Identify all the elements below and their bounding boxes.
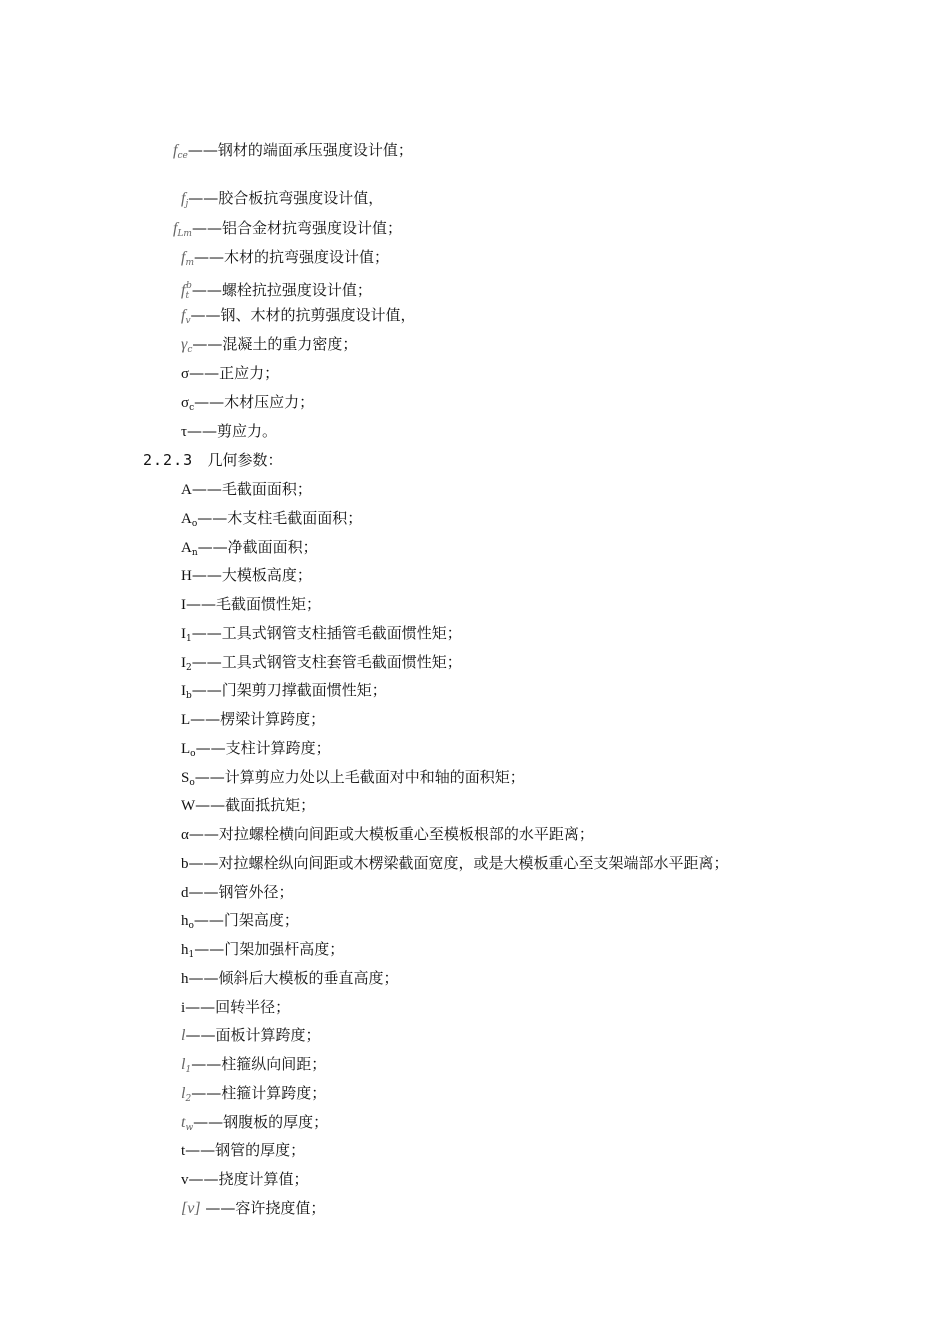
- symbol: τ: [181, 424, 188, 440]
- symbol-definition: [181, 997, 290, 1018]
- definition-text: ——柱箍纵向间距；: [191, 1055, 327, 1073]
- symbol: t: [181, 1113, 186, 1131]
- symbol: h: [181, 913, 189, 930]
- definition-text: ——挠度计算值；: [188, 1170, 309, 1188]
- symbol-definition: [181, 738, 331, 764]
- symbol-subscript: 2: [186, 662, 192, 673]
- definition-text: ——剪应力。: [187, 422, 278, 440]
- definition-text: ——胶合板抗弯强度设计值，: [188, 189, 384, 207]
- symbol-subscript: o: [189, 777, 195, 788]
- definition-text: ——钢管的厚度；: [185, 1141, 306, 1160]
- symbol-subscript: c: [189, 403, 195, 413]
- symbol-definition: [173, 218, 402, 244]
- symbol-subscript: Lm: [177, 229, 192, 239]
- definition-text: ——工具式钢管支柱套管毛截面惯性矩；: [191, 652, 462, 671]
- definition-text: ——门架高度；: [193, 911, 299, 930]
- symbol: d: [181, 884, 189, 901]
- symbol: L: [181, 740, 191, 757]
- symbol-definition: [173, 140, 413, 166]
- symbol: h: [181, 942, 189, 958]
- symbol-definition: [181, 968, 399, 989]
- symbol-definition: [181, 188, 383, 214]
- symbol-subscript: c: [187, 345, 193, 355]
- definition-text: ——对拉螺栓纵向间距或木楞梁截面宽度，或是大模板重心至支架端部水平距离；: [188, 853, 729, 872]
- symbol-definition: [181, 910, 299, 936]
- symbol-definition: [181, 392, 314, 418]
- symbol: l: [181, 1084, 186, 1102]
- symbol-subscript: b: [186, 691, 192, 702]
- symbol: l: [181, 1056, 186, 1073]
- symbol-subscript: t: [185, 291, 190, 301]
- definition-text: ——木材压应力；: [194, 393, 315, 411]
- symbol: b: [181, 855, 189, 872]
- definition-text: ——大模板高度；: [191, 566, 312, 585]
- symbol: I: [181, 654, 186, 671]
- symbol: γ: [181, 336, 188, 353]
- symbol-subscript: o: [191, 518, 198, 529]
- symbol-definition: [181, 1198, 325, 1219]
- symbol: A: [181, 539, 192, 556]
- symbol: I: [181, 597, 186, 613]
- definition-text: ——铝合金材抗弯强度设计值；: [191, 219, 402, 237]
- symbol: f: [173, 220, 178, 237]
- definition-text: ——工具式钢管支柱插管毛截面惯性矩；: [191, 623, 462, 642]
- definition-text: ——柱箍计算跨度；: [191, 1083, 327, 1102]
- definition-text: ——木支柱毛截面面积；: [197, 508, 363, 527]
- definition-text: ——倾斜后大模板的垂直高度；: [188, 968, 399, 987]
- symbol-definition: [181, 824, 594, 845]
- symbol-subscript: 1: [185, 1065, 192, 1075]
- definition-text: ——正应力；: [189, 364, 280, 382]
- symbol: f: [181, 249, 186, 266]
- symbol: f: [181, 307, 186, 324]
- symbol-definition: [181, 305, 416, 331]
- symbol: f: [173, 142, 178, 159]
- symbol-definition: [181, 652, 462, 678]
- symbol-definition: [181, 537, 318, 563]
- symbol-subscript: n: [191, 547, 198, 558]
- symbol: A: [181, 510, 192, 527]
- symbol-subscript: 1: [186, 633, 192, 644]
- definition-text: ——回转半径；: [185, 997, 291, 1016]
- symbol: [v]: [181, 1199, 201, 1217]
- definition-text: ——毛截面面积；: [191, 480, 312, 498]
- symbol-definition: [181, 1112, 328, 1138]
- symbol-definition: [181, 1025, 320, 1046]
- symbol: H: [181, 568, 192, 585]
- definition-text: ——计算剪应力处以上毛截面对中和轴的面积矩；: [194, 767, 525, 786]
- definition-text: ——钢腹板的厚度；: [193, 1112, 329, 1131]
- symbol-definition: [181, 939, 344, 965]
- symbol-definition: [181, 1054, 326, 1080]
- symbol-subscript: o: [188, 921, 194, 932]
- symbol: i: [181, 999, 186, 1016]
- symbol: L: [181, 712, 191, 728]
- symbol-subscript: 2: [185, 1093, 192, 1104]
- definition-text: ——钢、木材的抗剪强度设计值，: [190, 306, 416, 324]
- definition-text: ——支柱计算跨度；: [195, 738, 331, 757]
- definition-text: ——混凝土的重力密度；: [192, 335, 358, 353]
- symbol-subscript: w: [185, 1122, 194, 1133]
- symbol-subscript: v: [185, 316, 191, 326]
- symbol: A: [181, 482, 192, 498]
- symbol-definition: [181, 767, 525, 793]
- symbol-definition: [181, 853, 729, 874]
- symbol-definition: [181, 623, 462, 649]
- symbol: W: [181, 798, 196, 815]
- symbol-definition: [181, 795, 315, 816]
- symbol-definition: [181, 1140, 305, 1161]
- definition-text: ——面板计算跨度；: [185, 1026, 321, 1045]
- symbol-definition: [181, 1169, 309, 1190]
- section-number: 2.2.3: [143, 451, 194, 469]
- symbol: I: [181, 625, 186, 642]
- symbol: l: [181, 1027, 186, 1045]
- definition-text: ——门架加强杆高度；: [194, 940, 345, 958]
- symbol-definition: [181, 709, 325, 730]
- symbol: t: [181, 1143, 186, 1160]
- symbol-definition: [181, 565, 312, 586]
- definition-text: ——毛截面惯性矩；: [186, 595, 322, 613]
- symbol-subscript: ce: [177, 151, 188, 161]
- symbol: α: [181, 827, 189, 843]
- definition-text: ——净截面面积；: [197, 537, 318, 556]
- section-heading: [143, 450, 282, 470]
- symbol-definition: [181, 479, 312, 500]
- definition-text: ——容许挠度值；: [200, 1198, 326, 1217]
- symbol: h: [181, 970, 189, 987]
- symbol-subscript: 1: [188, 950, 195, 960]
- definition-text: ——钢材的端面承压强度设计值；: [187, 141, 413, 159]
- definition-text: ——门架剪刀撑截面惯性矩；: [191, 681, 387, 700]
- symbol-definition: [181, 1083, 326, 1109]
- symbol-definition: [181, 882, 294, 903]
- definition-text: ——木材的抗弯强度设计值；: [194, 248, 390, 266]
- definition-text: ——螺栓抗拉强度设计值；: [191, 281, 372, 299]
- symbol-definition: [181, 680, 387, 706]
- symbol-subscript: m: [185, 258, 194, 268]
- symbol-definition: [181, 247, 389, 273]
- symbol: f: [181, 282, 186, 299]
- symbol-subscript: j: [185, 199, 189, 209]
- symbol-definition: [181, 276, 372, 306]
- definition-text: ——对拉螺栓横向间距或大模板重心至模板根部的水平距离；: [188, 825, 594, 843]
- symbol: σ: [181, 395, 190, 411]
- symbol-definition: [181, 363, 279, 384]
- definition-text: ——截面抵抗矩；: [195, 796, 316, 815]
- symbol-definition: [181, 508, 362, 534]
- section-title: 几何参数：: [207, 451, 283, 469]
- symbol: I: [181, 683, 186, 700]
- symbol: v: [181, 1172, 189, 1188]
- definition-text: ——钢管外径；: [188, 882, 294, 901]
- symbol-definition: [181, 421, 277, 442]
- definition-text: ——楞梁计算跨度；: [190, 710, 326, 728]
- symbol-definition: [181, 594, 321, 615]
- symbol-definition: [181, 334, 357, 360]
- symbol: f: [181, 190, 186, 207]
- symbol-subscript: o: [190, 748, 196, 759]
- symbol: σ: [181, 366, 190, 382]
- symbol-superscript: b: [186, 281, 192, 291]
- symbol: S: [181, 769, 190, 786]
